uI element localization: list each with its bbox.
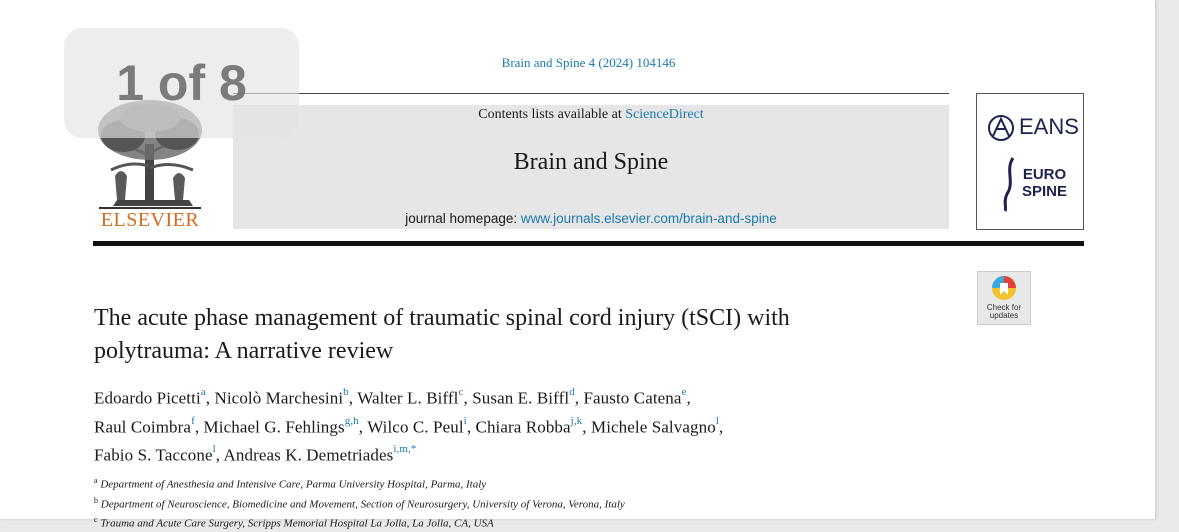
journal-title: Brain and Spine: [513, 149, 669, 175]
affiliation-key: a: [94, 476, 98, 485]
check-for-updates-label: [978, 304, 1030, 320]
author-affil-link[interactable]: i: [463, 414, 467, 427]
author-affil-link[interactable]: a: [200, 386, 206, 398]
affiliation-item: [94, 473, 994, 493]
author-line-1: [94, 382, 994, 411]
affiliation-text: Trauma and Acute Care Surgery, Scripps Memorial Hospital La Jolla, La Jolla, CA, USA: [100, 517, 494, 530]
author-affil-link[interactable]: i,m,*: [393, 443, 417, 456]
author-name: Susan E. Biffl: [472, 388, 570, 408]
author-name: Michael G. Fehlings: [203, 417, 345, 437]
author-affil-link[interactable]: e: [681, 386, 687, 398]
author-name: Nicolò Marchesini: [214, 388, 344, 408]
masthead-rule: [93, 241, 1084, 246]
affiliation-key: c: [94, 515, 98, 525]
journal-homepage-link[interactable]: www.journals.elsevier.com/brain-and-spine: [520, 211, 777, 226]
page-counter-overlay: 1 of 8: [64, 28, 299, 138]
author-separator: ,: [205, 388, 215, 408]
author-separator: ,: [194, 417, 204, 437]
author-name: Fausto Catena: [583, 388, 682, 408]
author-separator: ,: [466, 417, 476, 437]
sciencedirect-link[interactable]: ScienceDirect: [625, 107, 704, 122]
eans-logo-text: EANS: [1019, 114, 1079, 139]
affiliation-text: Department of Neuroscience, Biomedicine and Movement, Section of Neurosurgery, University of Verona, Verona, Italy: [100, 498, 625, 511]
citation-line[interactable]: Brain and Spine 4 (2024) 104146: [501, 55, 676, 70]
badge-line1: Check for: [986, 303, 1022, 312]
affiliation-list: [94, 473, 994, 532]
author-name: Michele Salvagno: [590, 417, 716, 437]
badge-line2: updates: [989, 311, 1019, 320]
author-separator: ,: [215, 445, 224, 465]
journal-masthead: [233, 105, 949, 229]
contents-line: [233, 107, 949, 123]
eans-emblem-icon: [987, 114, 1015, 142]
author-separator: ,: [574, 388, 584, 408]
article-title-line2: polytrauma: A narrative review: [94, 338, 394, 364]
author-list: [94, 382, 994, 468]
check-for-updates-badge[interactable]: [977, 271, 1031, 325]
author-affil-link[interactable]: c: [458, 386, 464, 398]
author-line-3: [94, 439, 994, 468]
author-affil-link[interactable]: b: [343, 386, 349, 398]
author-affil-link[interactable]: f: [191, 414, 195, 427]
affiliation-key: b: [94, 495, 98, 505]
affiliation-item: [94, 512, 994, 532]
eurospine-spine-icon: [999, 156, 1019, 212]
viewer-scrollbar[interactable]: [1162, 0, 1170, 519]
article-title: [94, 302, 964, 368]
affiliation-text: Department of Anesthesia and Intensive Care, Parma University Hospital, Parma, Italy: [100, 478, 487, 491]
article-title-line1: The acute phase management of traumatic spinal cord injury (tSCI) with: [94, 305, 790, 331]
affiliation-item: [94, 493, 994, 513]
author-separator: ,: [463, 388, 473, 408]
header-rule: [233, 93, 949, 94]
author-separator: ,: [686, 388, 691, 408]
eurospine-line2: SPINE: [1022, 183, 1068, 200]
contents-prefix: Contents lists available at: [478, 107, 626, 122]
author-name: Fabio S. Taccone: [94, 445, 213, 465]
author-name: Edoardo Picetti: [94, 388, 201, 408]
journal-homepage-line: [233, 211, 949, 226]
author-affil-link[interactable]: d: [569, 386, 575, 398]
elsevier-wordmark: ELSEVIER: [100, 209, 200, 231]
author-separator: ,: [582, 417, 591, 437]
society-logos: [976, 93, 1084, 230]
author-name: Raul Coimbra: [94, 417, 192, 437]
author-affil-link[interactable]: j,k: [570, 414, 583, 427]
eurospine-logo-text: [1022, 166, 1067, 200]
crossmark-icon: [991, 275, 1017, 303]
eurospine-line1: EURO: [1022, 166, 1067, 183]
author-name: Andreas K. Demetriades: [223, 445, 394, 465]
author-name: Chiara Robba: [475, 417, 571, 437]
homepage-prefix: journal homepage:: [405, 211, 521, 226]
author-affil-link[interactable]: l: [715, 414, 719, 427]
author-name: Walter L. Biffl: [357, 388, 459, 408]
author-separator: ,: [358, 417, 368, 437]
author-affil-link[interactable]: g,h: [344, 414, 359, 427]
author-name: Wilco C. Peul: [367, 417, 464, 437]
author-line-2: [94, 411, 994, 440]
author-separator: ,: [718, 417, 724, 437]
author-separator: ,: [348, 388, 358, 408]
author-affil-link[interactable]: l: [212, 443, 216, 456]
